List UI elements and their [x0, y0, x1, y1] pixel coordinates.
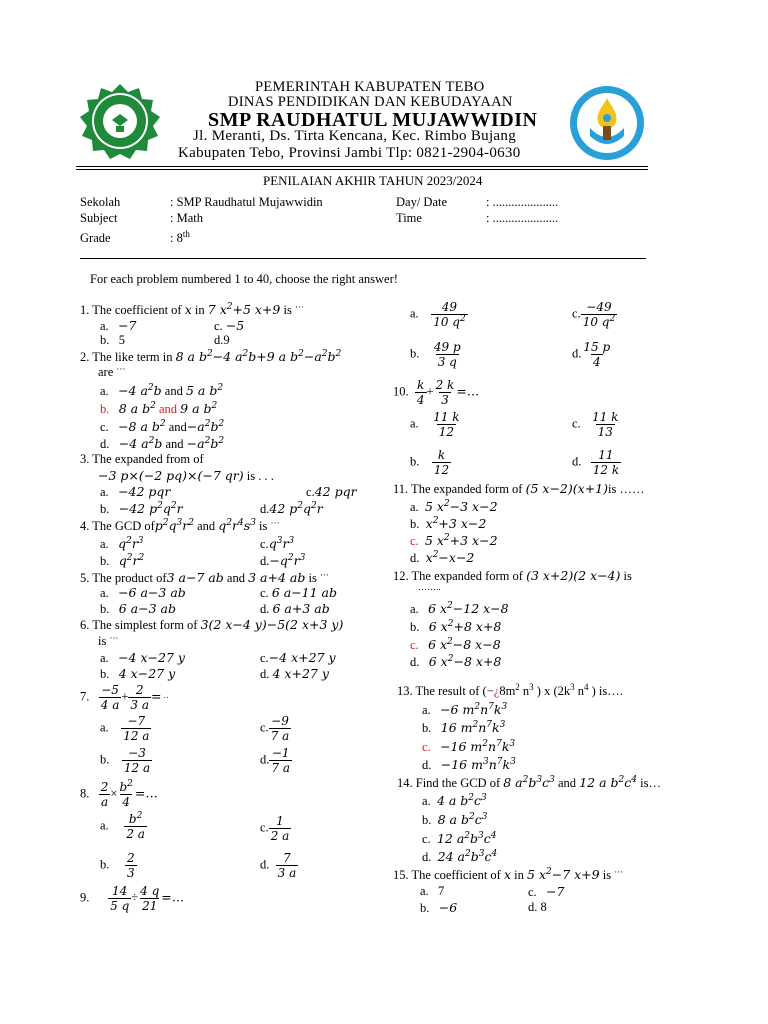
q13-option-d[interactable]: d. −16 $m^3n^7k^3$	[422, 757, 516, 772]
q3-option-a[interactable]: a. −42 pqr	[100, 484, 171, 499]
grade-label: Grade	[80, 231, 111, 245]
q7-option-a[interactable]: a. $\frac{-7}{12 a}$	[100, 714, 150, 743]
header-rule-thin	[76, 169, 648, 170]
header-line2: DINAS PENDIDIKAN DAN KEBUDAYAAN	[228, 94, 513, 110]
q12-option-c[interactable]: c. 6 $x^2-8$ x−8	[410, 637, 501, 652]
question-6-cont: is ···	[98, 633, 119, 648]
q4-option-b[interactable]: b. $q^2r^2$	[100, 553, 145, 568]
q4-option-c[interactable]: $c.q^3r^3$	[260, 536, 295, 551]
grade-value: : 8th	[170, 229, 190, 245]
q14-option-c[interactable]: c. 12 $a^2b^3c^4$	[422, 831, 497, 846]
q5-option-d[interactable]: d. 6 a+3 ab	[260, 601, 330, 616]
tut-wuri-handayani-logo	[566, 84, 648, 162]
q7-option-b[interactable]: b. $\frac{-3}{12 a}$	[100, 746, 151, 775]
q10-option-a[interactable]: a. $\frac{11 k}{12}$	[410, 410, 460, 439]
day-label: Day/ Date	[396, 195, 448, 209]
q2-option-b[interactable]: b. 8 a $b^2$ and 9 a $b^2$	[100, 401, 218, 416]
question-9: 9. $\frac{14}{5 q}$ ÷ $\frac{4 q}{21}$ =…	[80, 884, 185, 913]
q2-option-c[interactable]: c. −8 a $b^2$ $and-a^2b^2$	[100, 419, 225, 434]
q3-option-c[interactable]: c.42 pqr	[306, 484, 357, 499]
question-5: 5. The product of3 a−7 ab and 3 a+4 ab is ···	[80, 570, 329, 585]
school-name: SMP RAUDHATUL MUJAWWIDIN	[208, 109, 538, 131]
q10-option-b[interactable]: b. $\frac{k}{12}$	[410, 448, 450, 477]
info-rule	[80, 258, 646, 259]
q7-option-c[interactable]: c. $\frac{-9}{7 a}$	[260, 714, 290, 743]
q9-option-a[interactable]: a. $\frac{49}{10 q^2}$	[410, 300, 466, 329]
time-label: Time	[396, 211, 422, 225]
q15-option-d[interactable]: d. 8	[528, 900, 547, 914]
q13-option-b[interactable]: b. 16 $m^2n^7k^3$	[422, 720, 506, 735]
question-13: 13. The result of ($-¿8m^2$ $n^3$ ) x ($2k^3$ $n^4$ ) is….	[397, 682, 623, 698]
q9-option-d[interactable]: d. $\frac{15 p}{4}$	[572, 340, 611, 369]
q1-option-a[interactable]: a. −7	[100, 318, 137, 333]
question-3-expr: −3 p×(−2 pq)×(−7 qr) is . . .	[98, 468, 274, 483]
question-11: 11. The expanded form of (5 x−2)(x+1)is ……	[393, 481, 645, 496]
q13-option-a[interactable]: a. −6 $m^2n^7k^3$	[422, 702, 508, 717]
q3-option-b[interactable]: b. −42 $p^2q^2r$	[100, 501, 183, 516]
q5-option-b[interactable]: b. 6 a−3 ab	[100, 601, 176, 616]
day-value: : .....................	[486, 195, 559, 209]
question-14: 14. Find the GCD of 8 $a^2b^3c^3$ and 12 a $b^2c^4$ is…	[397, 775, 661, 790]
question-7: 7. $\frac{-5}{4 a}$ + $\frac{2}{3 a}$ = ··	[80, 683, 169, 712]
q9-option-c[interactable]: c. $\frac{-49}{10 q^2}$	[572, 300, 616, 329]
question-2-cont: are ···	[98, 364, 126, 379]
q14-option-a[interactable]: a. 4 a $b^2c^3$	[422, 793, 487, 808]
q4-option-d[interactable]: $d.-q^2r^3$	[260, 553, 306, 568]
question-3: 3. The expanded from of	[80, 452, 204, 466]
question-12: 12. The expanded form of (3 x+2)(2 x−4) is	[393, 568, 632, 583]
question-6: 6. The simplest form of 3(2 x−4 y)−5(2 x+3 y)	[80, 617, 344, 632]
school-address: Jl. Meranti, Ds. Tirta Kencana, Kec. Rimbo Bujang	[193, 128, 516, 144]
sekolah-label: Sekolah	[80, 195, 121, 209]
q11-option-c[interactable]: c. 5 $x^2+3$ x−2	[410, 533, 498, 548]
q5-option-a[interactable]: a. −6 a−3 ab	[100, 585, 186, 600]
q5-option-c[interactable]: c. 6 a−11 ab	[260, 585, 337, 600]
q8-option-d[interactable]: d. $\frac{7}{3 a}$	[260, 851, 297, 880]
header-rule	[76, 166, 648, 167]
q1-option-b[interactable]: b. 5	[100, 333, 125, 347]
q12-option-a[interactable]: a. 6 $x^2-12$ x−8	[410, 601, 509, 616]
instruction: For each problem numbered 1 to 40, choose the right answer!	[90, 272, 398, 286]
q10-option-c[interactable]: c. $\frac{11 k}{13}$	[572, 410, 619, 439]
q8-option-c[interactable]: c. $\frac{1}{2 a}$	[260, 814, 290, 843]
time-value: : .....................	[486, 211, 559, 225]
q15-option-b[interactable]: b. −6	[420, 900, 458, 915]
subject-label: Subject	[80, 211, 118, 225]
q2-option-d[interactable]: d. −4 $a^2b$ and $-a^2b^2$	[100, 436, 225, 451]
q15-option-a[interactable]: a. 7	[420, 884, 445, 898]
q9-option-b[interactable]: b. $\frac{49 p}{3 q}$	[410, 340, 461, 369]
q4-option-a[interactable]: a. $q^2r^3$	[100, 536, 144, 551]
header-line1: PEMERINTAH KABUPATEN TEBO	[255, 79, 485, 95]
school-logo	[76, 82, 164, 160]
question-12-cont: ……..	[418, 582, 441, 592]
q8-option-b[interactable]: b. $\frac{2}{3}$	[100, 851, 135, 880]
question-4: 4. The GCD $ofp^2q^3r^2$ and $q^2r^4s^3$ is ···	[80, 518, 280, 533]
subject-value: : Math	[170, 211, 203, 225]
question-1: 1. The coefficient of x in 7 $x^2+5$ x+9 is ···	[80, 302, 304, 317]
question-2: 2. The like term in 8 a $b^2-4$ $a^2b+9$ a $b^2-a^2b^2$	[80, 349, 342, 364]
q14-option-d[interactable]: d. 24 $a^2b^3c^4$	[422, 849, 498, 864]
exam-title: PENILAIAN AKHIR TAHUN 2023/2024	[263, 173, 483, 188]
q8-option-a[interactable]: a. $\frac{b^2}{2 a}$	[100, 811, 145, 841]
q6-option-d[interactable]: d. 4 x+27 y	[260, 666, 329, 681]
q15-option-c[interactable]: c. −7	[528, 884, 565, 899]
q13-option-c[interactable]: c. −16 $m^2n^7k^3$	[422, 739, 516, 754]
q6-option-b[interactable]: b. 4 x−27 y	[100, 666, 176, 681]
school-contact: Kabupaten Tebo, Provinsi Jambi Tlp: 0821-2904-0630	[178, 145, 521, 161]
sekolah-value: : SMP Raudhatul Mujawwidin	[170, 195, 323, 209]
q6-option-c[interactable]: c.−4 x+27 y	[260, 650, 336, 665]
q12-option-d[interactable]: d. 6 $x^2-8$ x+8	[410, 654, 502, 669]
q1-option-c[interactable]: c. −5	[214, 318, 245, 333]
question-10: 10. $\frac{k}{4}$ + $\frac{2 k}{3}$ =…	[393, 378, 480, 407]
q1-option-d[interactable]: d.9	[214, 333, 230, 347]
q7-option-d[interactable]: d. $\frac{-1}{7 a}$	[260, 746, 290, 775]
q6-option-a[interactable]: a. −4 x−27 y	[100, 650, 185, 665]
q11-option-b[interactable]: b. $x^2+3$ x−2	[410, 516, 487, 531]
q11-option-d[interactable]: d. $x^2-x-2$	[410, 550, 475, 565]
question-15: 15. The coefficient of x in 5 $x^2-7$ x+9 is ···	[393, 867, 624, 882]
question-8: 8. $\frac{2}{a}$ × $\frac{b^2}{4}$ =…	[80, 779, 158, 809]
q10-option-d[interactable]: d. $\frac{11}{12 k}$	[572, 448, 620, 477]
q2-option-a[interactable]: a. −4 $a^2b$ and 5 a $b^2$	[100, 383, 224, 398]
q3-option-d[interactable]: d.42 $p^2q^2r$	[260, 501, 323, 516]
q11-option-a[interactable]: a. 5 $x^2-3$ x−2	[410, 499, 498, 514]
q14-option-b[interactable]: b. 8 a $b^2c^3$	[422, 812, 488, 827]
q12-option-b[interactable]: b. 6 $x^2+8$ x+8	[410, 619, 502, 634]
